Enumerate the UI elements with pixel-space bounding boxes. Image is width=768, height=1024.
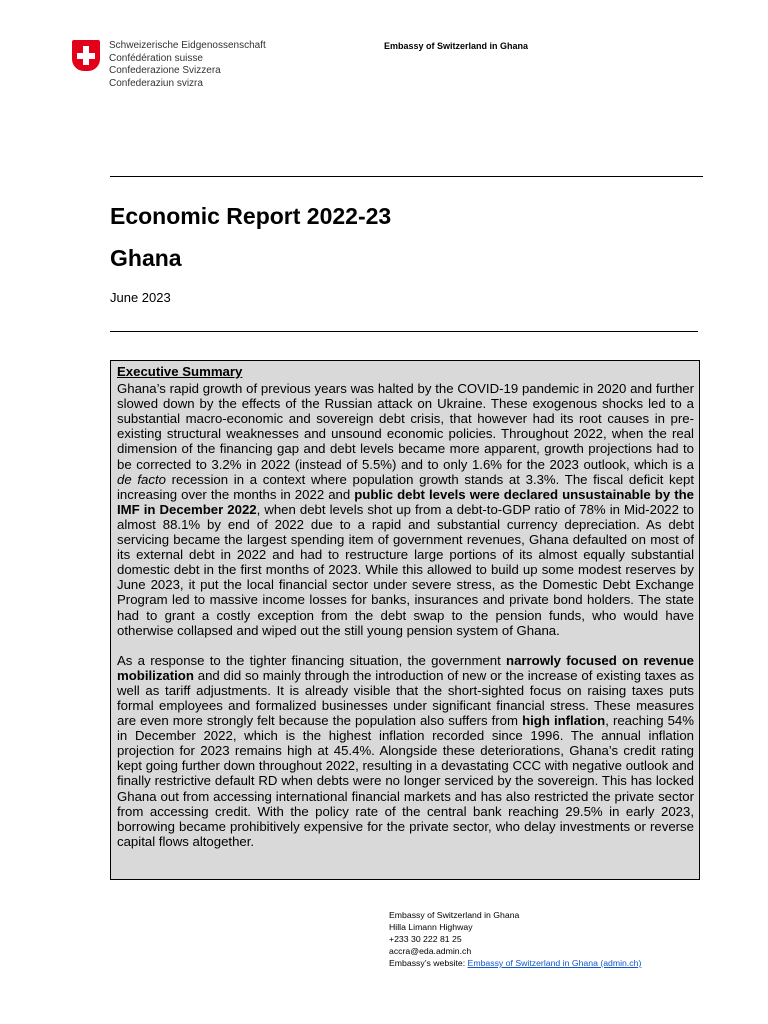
bottom-divider xyxy=(110,331,698,332)
agency-names xyxy=(109,40,266,90)
swiss-cross-icon xyxy=(72,40,100,71)
footer-website xyxy=(389,957,641,969)
footer-street: Hilla Limann Highway xyxy=(389,922,473,932)
website-link[interactable]: Embassy of Switzerland in Ghana (admin.ch) xyxy=(467,958,642,968)
website-label: Embassy’s website: xyxy=(389,958,468,968)
agency-name-rm: Confederaziun svizra xyxy=(109,77,203,89)
top-divider xyxy=(110,176,703,177)
footer-email: accra@eda.admin.ch xyxy=(389,946,472,956)
agency-name-fr: Confédération suisse xyxy=(109,52,203,64)
report-title: Economic Report 2022-23 xyxy=(110,203,392,229)
embassy-contact xyxy=(389,909,641,969)
report-country: Ghana xyxy=(110,245,182,271)
summary-paragraph-1: Ghana’s rapid growth of previous years was halted by the COVID-19 pandemic in 2020 and further slowed down by the effects of the Russian attack on Ukraine. These exogenous shocks led to a substantial macro-economic and sovereign debt crisis, that however had its root causes in pre-existing structural weaknesses and unsound economic policies. Throughout 2022, when the real dimension of the financing gap and debt levels became more apparent, growth projections had to be corrected to 3.2% in 2022 (instead of 5.5%) and to only 1.6% for the 2023 outlook, which is a de facto recession in a context where population growth stands at 3.3%. The fiscal deficit kept increasing over the months in 2022 and public debt levels were declared unsustainable by the IMF in December 2022, when debt levels shot up from a debt-to-GDP ratio of 78% in Mid-2022 to almost 88.1% by end of 2022 due to a rapid and substantial currency depreciation. As debt servicing became the largest spending item of government revenues, Ghana defaulted on most of its external debt in 2022 and had to restructure large portions of its almost equally substantial domestic debt in the first months of 2023. While this allowed to build up some modest reserves by June 2023, it put the local financial sector under severe stress, as the Domestic Debt Exchange Program led to massive income losses for banks, insurances and private bond holders. The state had to grant a costly exception from the debt swap to the pension funds, who would have otherwise collapsed and wiped out the still young pension system of Ghana. xyxy=(117,381,694,638)
agency-name-de: Schweizerische Eidgenossenschaft xyxy=(109,40,266,51)
footer-phone: +233 30 222 81 25 xyxy=(389,934,462,944)
swiss-confederation-logo xyxy=(72,38,277,90)
agency-name-it: Confederazione Svizzera xyxy=(109,65,221,77)
summary-paragraph-2: As a response to the tighter financing situation, the government narrowly focused on revenue mobilization and did so mainly through the introduction of new or the increase of existing taxes as well as tariff adjustments. It is already visible that the short-sighted focus on raising taxes puts formal employees and formalized businesses under significant financial stress. These measures are even more strongly felt because the population also suffers from high inflation, reaching 54% in December 2022, which is the highest inflation recorded since 1996. The annual inflation projection for 2023 remains high at 45.4%. Alongside these deteriorations, Ghana’s credit rating kept going further down throughout 2022, resulting in a devastating CCC with negative outlook and finally restrictive default RD when debts were no longer serviced by the sovereign. This has locked Ghana out from accessing international financial markets and has also restricted the private sector from accessing credit. With the policy rate of the central bank reaching 29.5% in early 2023, borrowing became prohibitively expensive for the private sector, who delay investments or reverse capital flows altogether. xyxy=(117,652,695,849)
executive-summary-box xyxy=(110,360,700,880)
executive-summary-heading: Executive Summary xyxy=(117,364,243,379)
footer-embassy-name: Embassy of Switzerland in Ghana xyxy=(389,910,520,920)
report-date: June 2023 xyxy=(110,290,171,305)
header-embassy: Embassy of Switzerland in Ghana xyxy=(384,41,529,51)
